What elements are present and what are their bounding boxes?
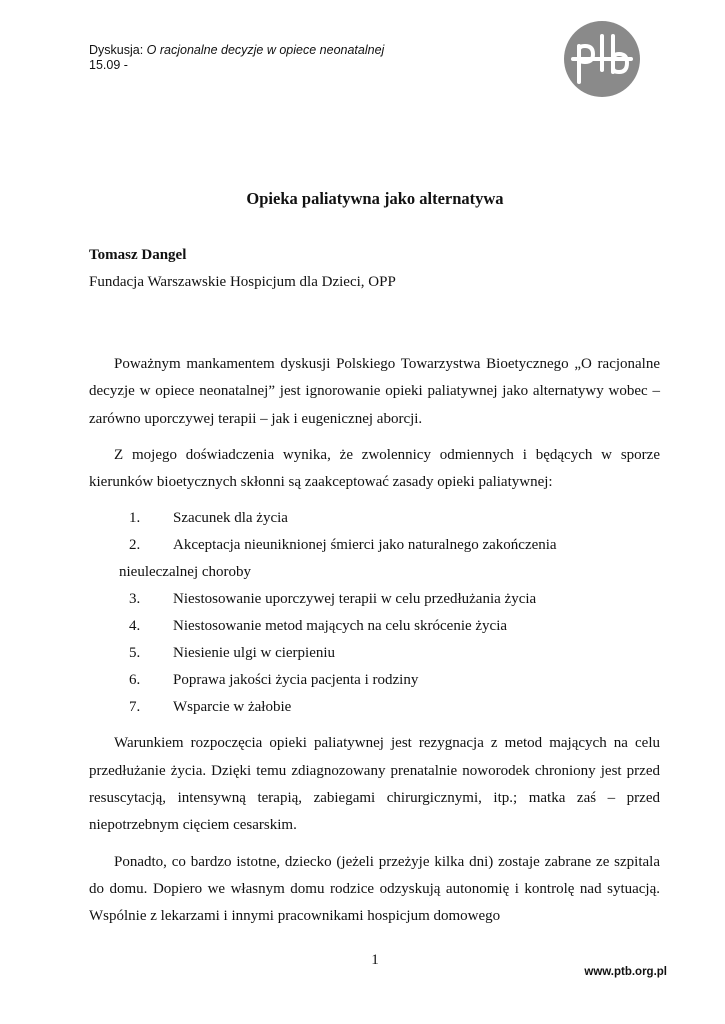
list-item xyxy=(89,694,660,721)
list-item-text: Niestosowanie uporczywej terapii w celu przedłużania życia xyxy=(173,591,537,608)
list-item xyxy=(89,505,660,532)
list-item xyxy=(89,640,660,667)
list-item xyxy=(89,667,660,694)
list-item xyxy=(89,532,660,586)
header-date: 15.09 - xyxy=(89,58,128,72)
list-item-number: 6. xyxy=(129,672,141,689)
list-item-text: Niestosowanie metod mających na celu skrócenie życia xyxy=(173,618,508,635)
list-item-number: 7. xyxy=(129,699,141,716)
list-item-number: 1. xyxy=(129,510,141,527)
ptb-logo xyxy=(563,20,641,98)
paragraph: Warunkiem rozpoczęcia opieki paliatywnej jest rezygnacja z metod mających na celu przedłużanie życia. Dzięki temu zdiagnozowany prenatalnie noworodek chroniony jest przed resuscytacją, intensywną terapią, zabiegami chirurgicznymi, itp.; matka zaś – przed niepotrzebnym cięciem cesarskim. xyxy=(89,735,660,834)
list-item-text: Akceptacja nieuniknionej śmierci jako naturalnego zakończenia xyxy=(173,537,557,554)
principles-list xyxy=(89,505,660,721)
paragraph: Z mojego doświadczenia wynika, że zwolennicy odmiennych i będących w sporze kierunków bioetycznych skłonni są zaakceptować zasady opieki paliatywnej: xyxy=(89,446,660,491)
header-prefix: Dyskusja: xyxy=(89,43,147,57)
author-name: Tomasz Dangel xyxy=(89,247,187,263)
footer-url: www.ptb.org.pl xyxy=(584,966,667,978)
list-item-text: Wsparcie w żałobie xyxy=(173,699,292,716)
list-item-text: Szacunek dla życia xyxy=(173,510,288,527)
list-item-text: Poprawa jakości życia pacjenta i rodziny xyxy=(173,672,419,689)
list-item xyxy=(89,613,660,640)
paragraph: Poważnym mankamentem dyskusji Polskiego Towarzystwa Bioetycznego „O racjonalne decyzje w opiece neonatalnej” jest ignorowanie opieki paliatywnej jako alternatywy wobec – zarówno uporczywej terapii – jak i eugenicznej aborcji. xyxy=(89,356,660,427)
list-item-text: Niesienie ulgi w cierpieniu xyxy=(173,645,336,662)
document-title: Opieka paliatywna jako alternatywa xyxy=(246,189,504,208)
list-item-text-continued: nieuleczalnej choroby xyxy=(119,564,252,581)
list-item-number: 2. xyxy=(129,537,141,554)
list-item-number: 5. xyxy=(129,645,141,662)
page-header xyxy=(89,43,384,73)
list-item-number: 4. xyxy=(129,618,141,635)
header-discussion-line xyxy=(89,43,384,58)
page-number: 1 xyxy=(371,952,379,968)
author-affiliation: Fundacja Warszawskie Hospicjum dla Dzieci, OPP xyxy=(89,274,396,290)
list-item xyxy=(89,586,660,613)
list-item-number: 3. xyxy=(129,591,141,608)
header-discussion-title: O racjonalne decyzje w opiece neonatalnej xyxy=(146,43,385,57)
document-body xyxy=(89,351,660,940)
paragraph: Ponadto, co bardzo istotne, dziecko (jeżeli przeżyje kilka dni) zostaje zabrane ze szpitala do domu. Dopiero we własnym domu rodzice odzyskują autonomię i kontrolę nad sytuacją. Wspólnie z lekarzami i innymi pracownikami hospicjum domowego xyxy=(89,853,660,925)
